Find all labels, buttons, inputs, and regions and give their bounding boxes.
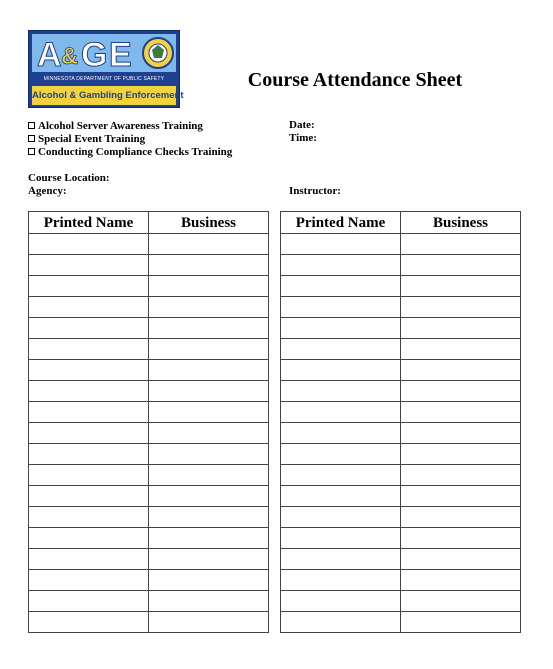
name-cell[interactable]: [29, 255, 149, 276]
business-cell[interactable]: [149, 465, 269, 486]
option-alcohol-server: [28, 119, 232, 132]
table-row: [281, 444, 521, 465]
time-label: Time:: [289, 132, 317, 144]
name-cell[interactable]: [29, 234, 149, 255]
table-row: [29, 423, 269, 444]
name-cell[interactable]: [281, 465, 401, 486]
business-cell[interactable]: [149, 423, 269, 444]
option-label: Special Event Training: [38, 132, 146, 145]
business-cell[interactable]: [149, 402, 269, 423]
name-cell[interactable]: [281, 276, 401, 297]
business-cell[interactable]: [401, 423, 521, 444]
table-row: [281, 612, 521, 633]
date-label: Date:: [289, 119, 315, 131]
page-title: Course Attendance Sheet: [247, 69, 463, 91]
name-cell[interactable]: [281, 402, 401, 423]
name-cell[interactable]: [281, 297, 401, 318]
name-cell[interactable]: [281, 570, 401, 591]
business-cell[interactable]: [149, 276, 269, 297]
business-cell[interactable]: [401, 297, 521, 318]
table-row: [281, 507, 521, 528]
business-cell[interactable]: [401, 318, 521, 339]
business-cell[interactable]: [149, 360, 269, 381]
age-logo-mark: [29, 31, 179, 75]
business-cell[interactable]: [149, 591, 269, 612]
business-cell[interactable]: [149, 507, 269, 528]
name-cell[interactable]: [29, 360, 149, 381]
table-row: [29, 276, 269, 297]
column-header-business: Business: [401, 212, 521, 234]
table-row: [29, 255, 269, 276]
business-cell[interactable]: [401, 549, 521, 570]
business-cell[interactable]: [401, 234, 521, 255]
business-cell[interactable]: [401, 591, 521, 612]
business-cell[interactable]: [401, 360, 521, 381]
option-special-event: [28, 132, 232, 145]
table-row: [29, 381, 269, 402]
course-location-label: Course Location:: [28, 172, 110, 184]
name-cell[interactable]: [281, 234, 401, 255]
name-cell[interactable]: [29, 465, 149, 486]
option-label: Conducting Compliance Checks Training: [38, 145, 233, 158]
name-cell[interactable]: [29, 507, 149, 528]
name-cell[interactable]: [281, 444, 401, 465]
business-cell[interactable]: [401, 570, 521, 591]
column-header-business: Business: [149, 212, 269, 234]
svg-text:&: &: [61, 43, 79, 70]
table-row: [281, 423, 521, 444]
business-cell[interactable]: [149, 255, 269, 276]
column-header-printed-name: Printed Name: [29, 212, 149, 234]
business-cell[interactable]: [149, 339, 269, 360]
name-cell[interactable]: [29, 402, 149, 423]
table-row: [29, 612, 269, 633]
table-row: [29, 234, 269, 255]
name-cell[interactable]: [281, 360, 401, 381]
table-row: [29, 570, 269, 591]
name-cell[interactable]: [29, 570, 149, 591]
logo-department-text: MINNESOTA DEPARTMENT OF PUBLIC SAFETY: [43, 76, 165, 82]
table-row: [281, 255, 521, 276]
table-row: [29, 591, 269, 612]
table-row: [29, 318, 269, 339]
business-cell[interactable]: [401, 444, 521, 465]
table-row: [281, 402, 521, 423]
business-cell[interactable]: [401, 528, 521, 549]
name-cell[interactable]: [29, 486, 149, 507]
table-row: [281, 381, 521, 402]
training-options: [28, 119, 232, 158]
table-row: [29, 339, 269, 360]
business-cell[interactable]: [401, 339, 521, 360]
checkbox[interactable]: [28, 148, 35, 155]
name-cell[interactable]: [29, 339, 149, 360]
table-row: [281, 465, 521, 486]
attendance-table-left: [28, 211, 269, 633]
checkbox[interactable]: [28, 135, 35, 142]
name-cell[interactable]: [29, 612, 149, 633]
name-cell[interactable]: [281, 381, 401, 402]
svg-text:E: E: [109, 36, 132, 74]
name-cell[interactable]: [281, 591, 401, 612]
instructor-label: Instructor:: [289, 185, 341, 197]
name-cell[interactable]: [29, 423, 149, 444]
name-cell[interactable]: [281, 255, 401, 276]
table-row: [281, 318, 521, 339]
table-row: [281, 234, 521, 255]
business-cell[interactable]: [149, 570, 269, 591]
business-cell[interactable]: [149, 234, 269, 255]
table-row: [281, 549, 521, 570]
table-row: [29, 549, 269, 570]
table-row: [281, 570, 521, 591]
name-cell[interactable]: [29, 276, 149, 297]
table-row: [29, 528, 269, 549]
business-cell[interactable]: [401, 255, 521, 276]
name-cell[interactable]: [29, 549, 149, 570]
table-header-row: [281, 212, 521, 234]
business-cell[interactable]: [149, 381, 269, 402]
age-logo: [28, 30, 184, 108]
name-cell[interactable]: [281, 423, 401, 444]
business-cell[interactable]: [149, 612, 269, 633]
name-cell[interactable]: [281, 486, 401, 507]
svg-text:G: G: [81, 36, 108, 74]
name-cell[interactable]: [281, 549, 401, 570]
name-cell[interactable]: [281, 339, 401, 360]
business-cell[interactable]: [149, 549, 269, 570]
business-cell[interactable]: [149, 444, 269, 465]
name-cell[interactable]: [29, 591, 149, 612]
business-cell[interactable]: [149, 486, 269, 507]
table-row: [281, 297, 521, 318]
table-row: [29, 465, 269, 486]
name-cell[interactable]: [281, 507, 401, 528]
table-row: [281, 339, 521, 360]
name-cell[interactable]: [29, 297, 149, 318]
table-header-row: [29, 212, 269, 234]
business-cell[interactable]: [149, 318, 269, 339]
name-cell[interactable]: [29, 444, 149, 465]
table-row: [281, 276, 521, 297]
table-row: [29, 360, 269, 381]
option-label: Alcohol Server Awareness Training: [38, 119, 203, 132]
table-row: [281, 528, 521, 549]
table-row: [281, 591, 521, 612]
business-cell[interactable]: [401, 381, 521, 402]
name-cell[interactable]: [281, 612, 401, 633]
checkbox[interactable]: [28, 122, 35, 129]
table-row: [281, 360, 521, 381]
column-header-printed-name: Printed Name: [281, 212, 401, 234]
agency-label: Agency:: [28, 185, 67, 197]
table-row: [29, 402, 269, 423]
table-row: [29, 507, 269, 528]
svg-text:A: A: [37, 36, 62, 74]
name-cell[interactable]: [29, 381, 149, 402]
name-cell[interactable]: [281, 528, 401, 549]
table-row: [29, 486, 269, 507]
business-cell[interactable]: [401, 276, 521, 297]
table-row: [281, 486, 521, 507]
business-cell[interactable]: [401, 507, 521, 528]
business-cell[interactable]: [401, 486, 521, 507]
name-cell[interactable]: [281, 318, 401, 339]
table-row: [29, 297, 269, 318]
business-cell[interactable]: [401, 402, 521, 423]
attendance-table-right: [280, 211, 521, 633]
option-compliance-checks: [28, 145, 232, 158]
logo-band-text: Alcohol & Gambling Enforcement: [32, 86, 176, 105]
business-cell[interactable]: [401, 612, 521, 633]
business-cell[interactable]: [401, 465, 521, 486]
name-cell[interactable]: [29, 318, 149, 339]
business-cell[interactable]: [149, 528, 269, 549]
business-cell[interactable]: [149, 297, 269, 318]
name-cell[interactable]: [29, 528, 149, 549]
table-row: [29, 444, 269, 465]
